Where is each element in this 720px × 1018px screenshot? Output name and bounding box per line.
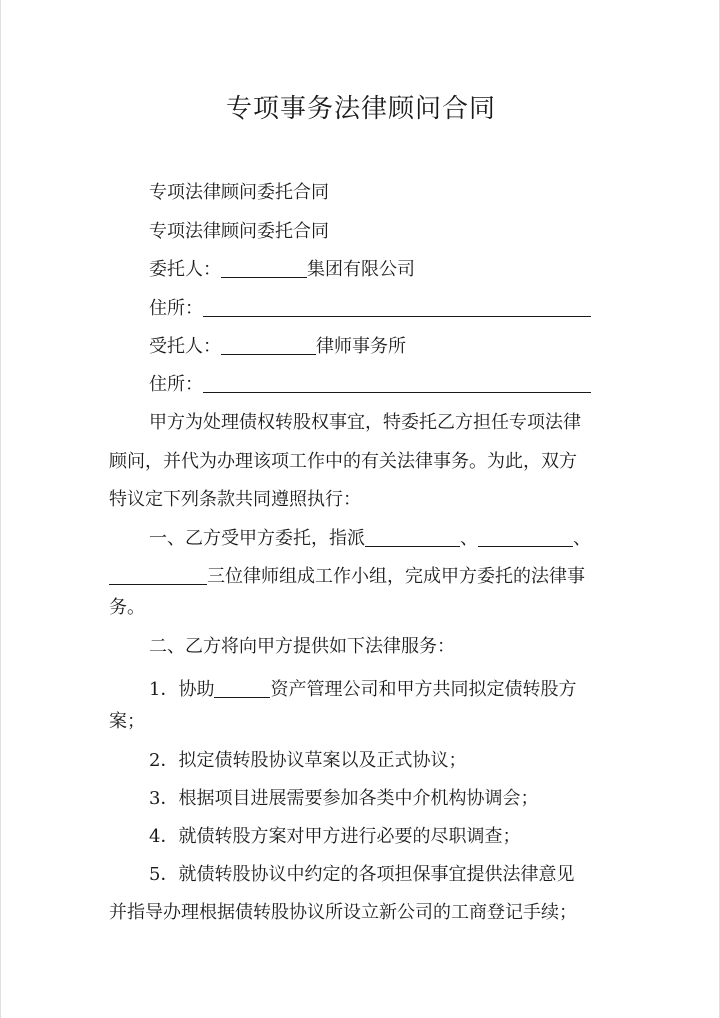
client-address-line — [149, 298, 591, 320]
clause1-separator: 、 — [573, 528, 591, 549]
clause1-line-3: 务。 — [109, 597, 145, 618]
agent-label: 受托人： — [149, 336, 221, 357]
clause2-heading: 二、乙方将向甲方提供如下法律服务： — [149, 636, 455, 657]
item1-line-2: 案； — [109, 711, 145, 732]
clause1-line-1 — [149, 528, 591, 550]
client-address-blank — [203, 298, 591, 317]
address-label: 住所： — [149, 374, 203, 395]
lawyer-blank-1 — [365, 528, 460, 547]
client-line — [149, 259, 415, 281]
item1-blank — [214, 679, 270, 698]
clause1-line-2 — [109, 566, 585, 588]
item1-suffix: 资产管理公司和甲方共同拟定债转股方 — [270, 679, 577, 700]
lawyer-blank-2 — [478, 528, 573, 547]
agent-address-blank — [203, 374, 591, 393]
lawyer-blank-3 — [109, 566, 207, 585]
client-suffix: 集团有限公司 — [307, 259, 415, 280]
item4-line: 4．就债转股方案对甲方进行必要的尽职调查； — [149, 826, 521, 847]
clause1-separator: 、 — [460, 528, 478, 549]
item5-line-2: 并指导办理根据债转股协议所设立新公司的工商登记手续； — [109, 902, 577, 923]
agent-name-blank — [221, 336, 316, 355]
intro-line-2: 顾问，并代为办理该项工作中的有关法律事务。为此，双方 — [109, 451, 577, 472]
item1-prefix: 1．协助 — [149, 679, 215, 700]
item1-line-1 — [149, 679, 576, 701]
client-name-blank — [221, 259, 307, 278]
subtitle-line-1: 专项法律顾问委托合同 — [149, 182, 329, 203]
clause1-text: 三位律师组成工作小组，完成甲方委托的法律事 — [207, 566, 585, 587]
item5-line-1: 5．就债转股协议中约定的各项担保事宜提供法律意见 — [149, 864, 575, 885]
item2-line: 2．拟定债转股协议草案以及正式协议； — [149, 750, 467, 771]
item3-line: 3．根据项目进展需要参加各类中介机构协调会； — [149, 788, 539, 809]
subtitle-line-2: 专项法律顾问委托合同 — [149, 221, 329, 242]
intro-line-3: 特议定下列条款共同遵照执行： — [109, 489, 361, 510]
clause1-prefix: 一、乙方受甲方委托，指派 — [149, 528, 365, 549]
address-label: 住所： — [149, 298, 203, 319]
document-title: 专项事务法律顾问合同 — [225, 94, 496, 124]
agent-line — [149, 336, 406, 358]
intro-line-1: 甲方为处理债权转股权事宜，特委托乙方担任专项法律 — [149, 412, 581, 433]
client-label: 委托人： — [149, 259, 221, 280]
agent-address-line — [149, 374, 591, 396]
agent-suffix: 律师事务所 — [316, 336, 406, 357]
